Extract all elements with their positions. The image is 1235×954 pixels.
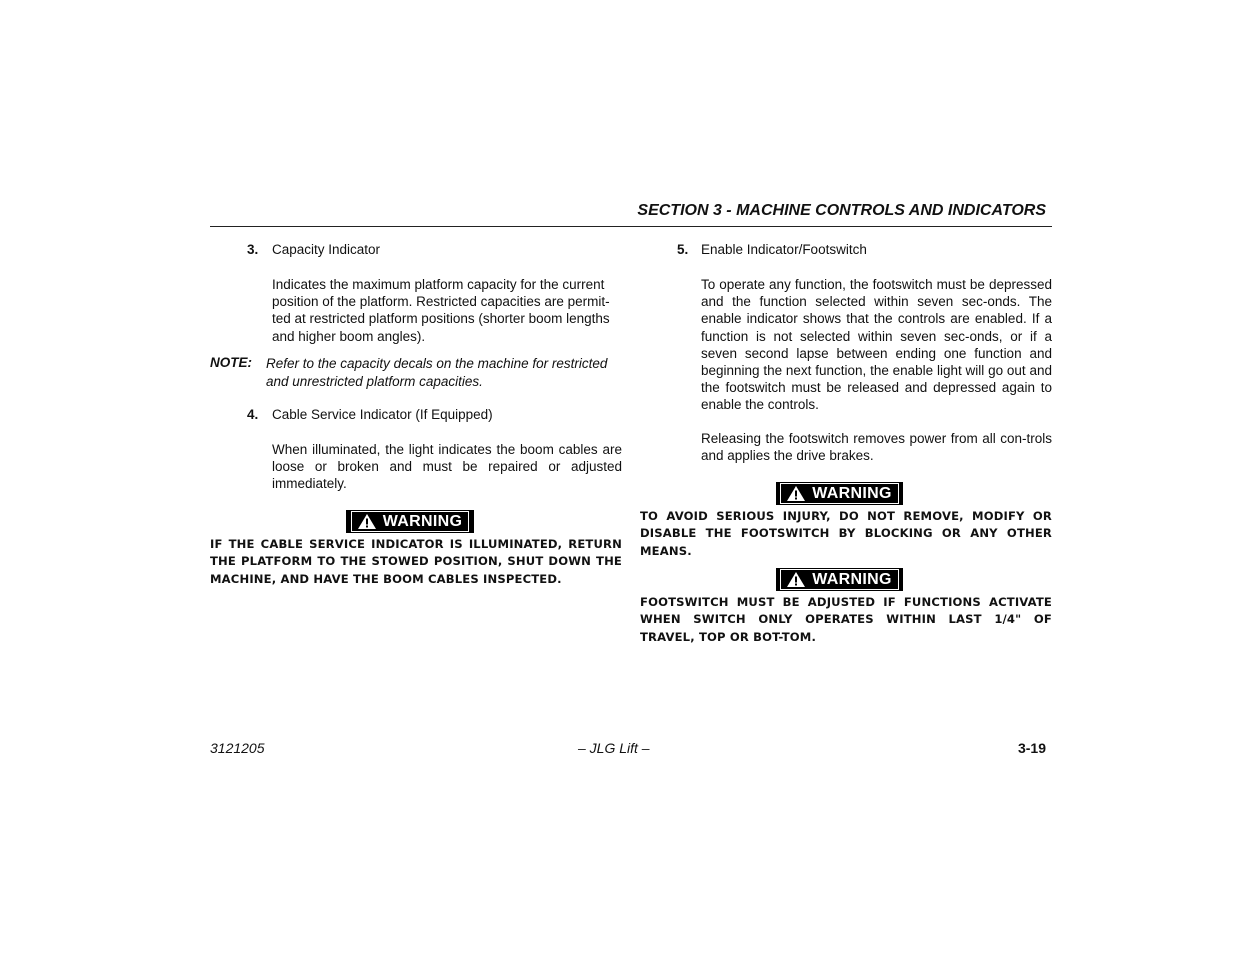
item-3-title: Capacity Indicator [272,242,381,257]
item-5-number: 5. [677,242,689,257]
item-3-body: Indicates the maximum platform capacity for the current position of the platform. Restricted capacities are permit-ted at restricted platform positions (shorter boom lengths and higher boom angles). [272,277,610,344]
warning-text-3: FOOTSWITCH MUST BE ADJUSTED IF FUNCTIONS ACTIVATE WHEN SWITCH ONLY OPERATES WITHIN LAST 1/4" OF TRAVEL, TOP OR BOT-TOM. [640,595,1052,644]
warning-label-3: WARNING [812,570,892,588]
warning-badge-1 [346,510,474,533]
warning-badge-2 [776,482,903,505]
note-label: NOTE: [210,355,252,370]
warning-label-2: WARNING [812,484,892,502]
warning-triangle-icon [357,513,377,530]
item-5-title: Enable Indicator/Footswitch [701,242,867,257]
item-3-number: 3. [247,242,259,257]
warning-badge-3 [776,568,903,591]
warning-text-2: TO AVOID SERIOUS INJURY, DO NOT REMOVE, MODIFY OR DISABLE THE FOOTSWITCH BY BLOCKING OR ANY OTHER MEANS. [640,509,1052,558]
header-divider [210,226,1052,227]
warning-triangle-icon [786,571,806,588]
warning-text-1: IF THE CABLE SERVICE INDICATOR IS ILLUMINATED, RETURN THE PLATFORM TO THE STOWED POSITION, SHUT DOWN THE MACHINE, AND HAVE THE BOOM CABLES INSPECTED. [210,537,622,586]
item-4-body: When illuminated, the light indicates the boom cables are loose or broken and must be repaired or adjusted immediately. [272,442,622,492]
item-5-body-1: To operate any function, the footswitch must be depressed and the function selected within seven sec-onds. The enable indicator shows that the controls are enabled. If a function is not selected within seven sec-onds, or if a seven second lapse between ending one function and beginning the next function, the enable light will go out and the footswitch must be released and depressed again to enable the controls. [701,277,1052,413]
item-4-title: Cable Service Indicator (If Equipped) [272,407,493,422]
section-title: SECTION 3 - MACHINE CONTROLS AND INDICATORS [637,202,1046,219]
note-text: Refer to the capacity decals on the machine for restricted and unrestricted platform capacities. [266,356,608,389]
doc-number: 3121205 [210,740,265,756]
footer-center-text: – JLG Lift – [578,740,650,756]
item-4-number: 4. [247,407,259,422]
page-number: 3-19 [1017,740,1046,756]
item-5-body-2: Releasing the footswitch removes power from all con-trols and applies the drive brakes. [701,431,1052,464]
warning-triangle-icon [786,485,806,502]
warning-label-1: WARNING [382,512,463,530]
